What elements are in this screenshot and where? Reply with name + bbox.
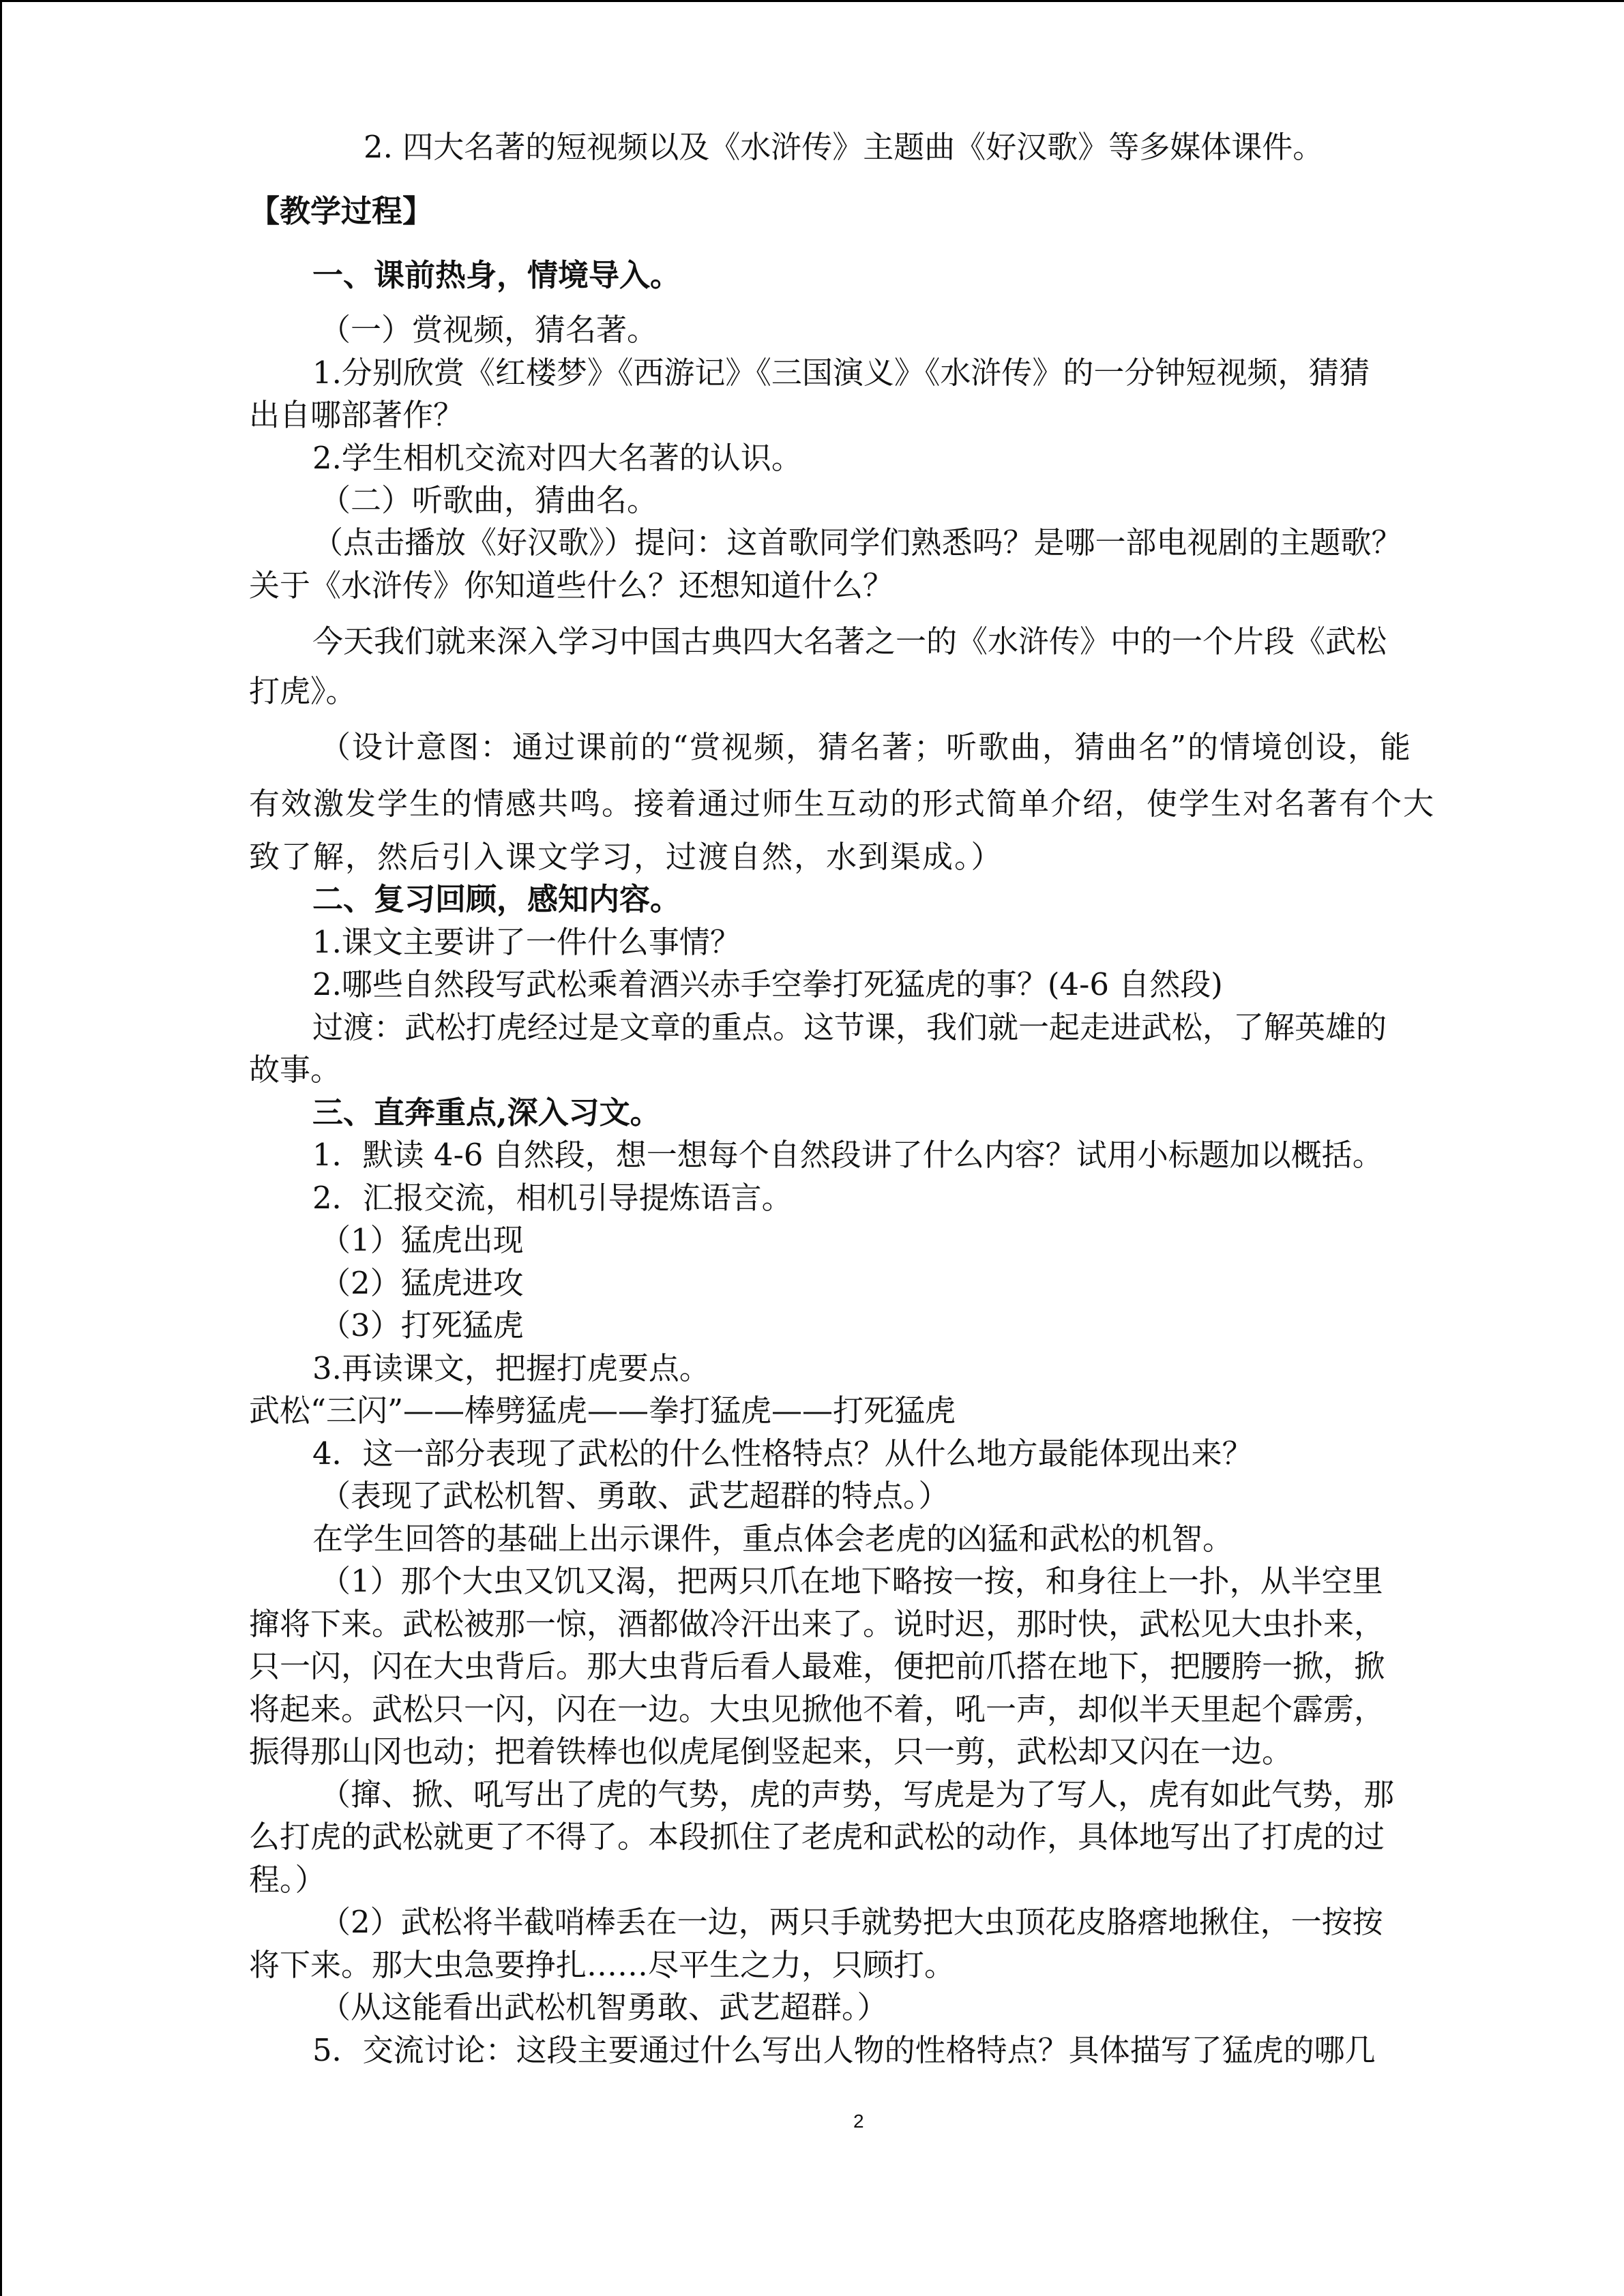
paragraph-line: （从这能看出武松机智勇敢、武艺超群。）	[320, 1989, 888, 2025]
paragraph-line: 1．默读 4-6 自然段，想一想每个自然段讲了什么内容？试用小标题加以概括。	[312, 1137, 1383, 1173]
paragraph-line: 2.哪些自然段写武松乘着酒兴赤手空拳打死猛虎的事？(4-6 自然段)	[312, 966, 1223, 1002]
paragraph-line: 1.分别欣赏《红楼梦》《西游记》《三国演义》《水浒传》的一分钟短视频，猜猜	[312, 355, 1370, 391]
paragraph-line: 4．这一部分表现了武松的什么性格特点？从什么地方最能体现出来？	[312, 1435, 1253, 1472]
excerpt-line: （1）那个大虫又饥又渴，把两只爪在地下略按一按，和身往上一扑，从半空里	[320, 1563, 1383, 1599]
materials-item-2: 2. 四大名著的短视频以及《水浒传》主题曲《好汉歌》等多媒体课件。	[364, 129, 1324, 165]
page-number: 2	[853, 2111, 864, 2132]
heading-part-1: 一、课前热身，情境导入。	[312, 257, 681, 293]
design-intent-line: （设计意图：通过课前的“赏视频，猜名著；听歌曲，猜曲名”的情境创设，能	[320, 729, 1413, 765]
paragraph-line: 2.学生相机交流对四大名著的认识。	[312, 440, 802, 476]
design-intent-line: 致了解，然后引入课文学习，过渡自然，水到渠成。）	[249, 839, 1003, 875]
excerpt-line: 振得那山冈也动；把着铁棒也似虎尾倒竖起来，只一剪，武松却又闪在一边。	[249, 1733, 1293, 1770]
subtitle-item: （2）猛虎进攻	[320, 1265, 524, 1301]
paragraph-line: 1.课文主要讲了一件什么事情？	[312, 924, 741, 960]
excerpt-line: 将下来。那大虫急要挣扎……尽平生之力，只顾打。	[249, 1947, 956, 1983]
excerpt-line: （2）武松将半截哨棒丢在一边，两只手就势把大虫顶花皮胳瘩地揪住，一按按	[320, 1904, 1383, 1940]
subtitle-item: （3）打死猛虎	[320, 1307, 524, 1343]
paragraph-line: （撺、掀、吼写出了虎的气势，虎的声势，写虎是为了写人，虎有如此气势，那	[320, 1776, 1395, 1813]
paragraph-line: 程。）	[249, 1862, 326, 1898]
paragraph-line: 今天我们就来深入学习中国古典四大名著之一的《水浒传》中的一个片段《武松	[312, 623, 1387, 659]
heading-part-3: 三、直奔重点,深入习文。	[312, 1094, 661, 1131]
paragraph-line: 2．汇报交流，相机引导提炼语言。	[312, 1180, 793, 1216]
paragraph-line: 出自哪部著作？	[249, 397, 464, 433]
paragraph-line: （点击播放《好汉歌》）提问：这首歌同学们熟悉吗？是哪一部电视剧的主题歌？	[312, 524, 1402, 561]
paragraph-line: 武松“三闪”——棒劈猛虎——拳打猛虎——打死猛虎	[249, 1392, 956, 1429]
subheading-2: （二）听歌曲，猜曲名。	[320, 482, 658, 518]
paragraph-line: 在学生回答的基础上出示课件，重点体会老虎的凶猛和武松的机智。	[312, 1521, 1234, 1557]
section-heading-teaching-process: 【教学过程】	[249, 193, 434, 229]
paragraph-line: 3.再读课文，把握打虎要点。	[312, 1350, 710, 1386]
excerpt-line: 只一闪，闪在大虫背后。那大虫背后看人最难，便把前爪搭在地下，把腰胯一掀，掀	[249, 1648, 1385, 1684]
paragraph-line: 故事。	[249, 1052, 342, 1088]
paragraph-line: 过渡：武松打虎经过是文章的重点。这节课，我们就一起走进武松，了解英雄的	[312, 1009, 1387, 1045]
excerpt-line: 将起来。武松只一闪，闪在一边。大虫见掀他不着，吼一声，却似半天里起个霹雳，	[249, 1691, 1385, 1727]
paragraph-line: 打虎》。	[249, 673, 357, 709]
excerpt-line: 撺将下来。武松被那一惊，酒都做冷汗出来了。说时迟，那时快，武松见大虫扑来，	[249, 1606, 1385, 1642]
paragraph-line: （表现了武松机智、勇敢、武艺超群的特点。）	[320, 1478, 949, 1514]
paragraph-line: 么打虎的武松就更了不得了。本段抓住了老虎和武松的动作，具体地写出了打虎的过	[249, 1819, 1385, 1855]
subtitle-item: （1）猛虎出现	[320, 1222, 524, 1258]
subheading-1: （一）赏视频，猜名著。	[320, 312, 658, 348]
paragraph-line: 5．交流讨论：这段主要通过什么写出人物的性格特点？具体描写了猛虎的哪几	[312, 2032, 1376, 2068]
design-intent-line: 有效激发学生的情感共鸣。接着通过师生互动的形式简单介绍，使学生对名著有个大	[249, 786, 1436, 822]
heading-part-2: 二、复习回顾，感知内容。	[312, 881, 681, 917]
paragraph-line: 关于《水浒传》你知道些什么？还想知道什么？	[249, 567, 894, 603]
